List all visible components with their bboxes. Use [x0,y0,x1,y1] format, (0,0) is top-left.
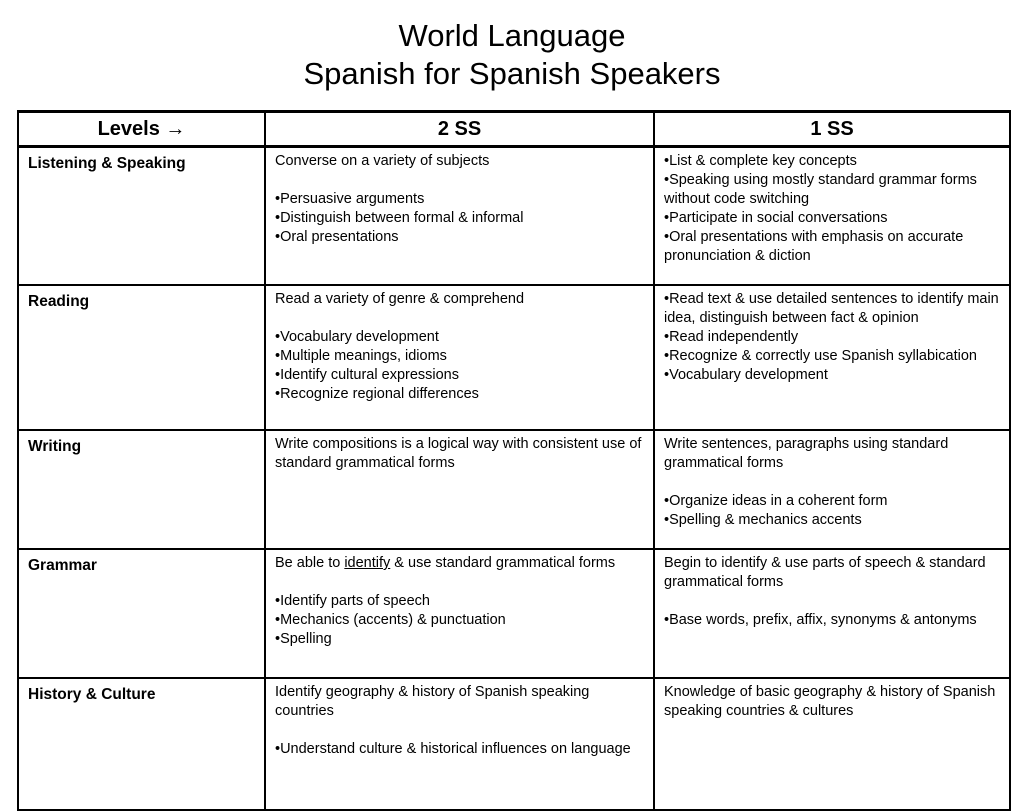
ss1-bullet: •Recognize & correctly use Spanish syllabication [664,348,977,364]
ss1-bullet: •Participate in social conversations [664,210,888,226]
ss1-bullet: •Organize ideas in a coherent form [664,493,888,509]
ss1-bullet: •List & complete key concepts [664,153,857,169]
header-levels: Levels → [18,112,265,147]
title-line-2: Spanish for Spanish Speakers [303,56,721,91]
ss1-bullet: •Read independently [664,329,799,345]
ss1-bullet: •Speaking using mostly standard grammar forms without code switching [664,172,977,207]
ss2-bullet: •Spelling [275,631,332,647]
level-cell: Grammar [18,549,265,678]
ss1-cell [654,430,1010,549]
ss1-intro: Knowledge of basic geography & history of Spanish speaking countries & cultures [664,684,996,719]
ss1-cell [654,285,1010,430]
ss2-bullet: •Mechanics (accents) & punctuation [275,612,506,628]
table-row [18,549,1010,678]
ss2-cell [265,147,654,286]
ss1-cell [654,549,1010,678]
ss2-intro-underlined: identify [344,555,391,571]
ss2-intro-pre: Be able to [275,555,345,571]
ss2-intro: Identify geography & history of Spanish speaking countries [275,684,590,719]
page-title [0,17,1024,93]
table-row [18,678,1010,810]
ss2-cell [265,430,654,549]
table-row [18,430,1010,549]
ss1-cell [654,147,1010,286]
level-cell: History & Culture [18,678,265,810]
curriculum-table [17,110,1011,811]
ss1-bullet: •Vocabulary development [664,367,828,383]
ss2-bullet: •Distinguish between formal & informal [275,210,524,226]
header-2ss: 2 SS [265,112,654,147]
table-row [18,285,1010,430]
ss1-intro: Write sentences, paragraphs using standard grammatical forms [664,436,949,471]
ss2-bullet: •Identify cultural expressions [275,367,459,383]
ss2-bullet: •Understand culture & historical influences on language [275,741,631,757]
ss1-bullet: •Read text & use detailed sentences to identify main idea, distinguish between fact & opinion [664,291,999,326]
ss2-intro-post: & use standard grammatical forms [390,555,616,571]
ss2-cell [265,285,654,430]
ss2-intro: Converse on a variety of subjects [275,153,490,169]
table-row [18,147,1010,286]
level-cell: Reading [18,285,265,430]
ss2-bullet: •Recognize regional differences [275,386,479,402]
header-1ss: 1 SS [654,112,1010,147]
ss2-bullet: •Multiple meanings, idioms [275,348,447,364]
ss1-bullet: •Spelling & mechanics accents [664,512,862,528]
level-cell: Writing [18,430,265,549]
table-header-row [18,112,1010,147]
ss2-cell [265,678,654,810]
ss2-cell [265,549,654,678]
ss2-bullet: •Identify parts of speech [275,593,430,609]
ss2-bullet: •Persuasive arguments [275,191,425,207]
level-cell: Listening & Speaking [18,147,265,286]
ss2-bullet: •Oral presentations [275,229,399,245]
title-line-1: World Language [398,18,626,53]
ss1-intro: Begin to identify & use parts of speech & standard grammatical forms [664,555,986,590]
ss2-bullet: •Vocabulary development [275,329,439,345]
ss1-bullet: •Oral presentations with emphasis on accurate pronunciation & diction [664,229,964,264]
ss1-bullet: •Base words, prefix, affix, synonyms & antonyms [664,612,977,628]
ss2-intro: Read a variety of genre & comprehend [275,291,525,307]
ss1-cell [654,678,1010,810]
ss2-intro: Write compositions is a logical way with consistent use of standard grammatical forms [275,436,642,471]
ss2-intro [275,554,644,573]
